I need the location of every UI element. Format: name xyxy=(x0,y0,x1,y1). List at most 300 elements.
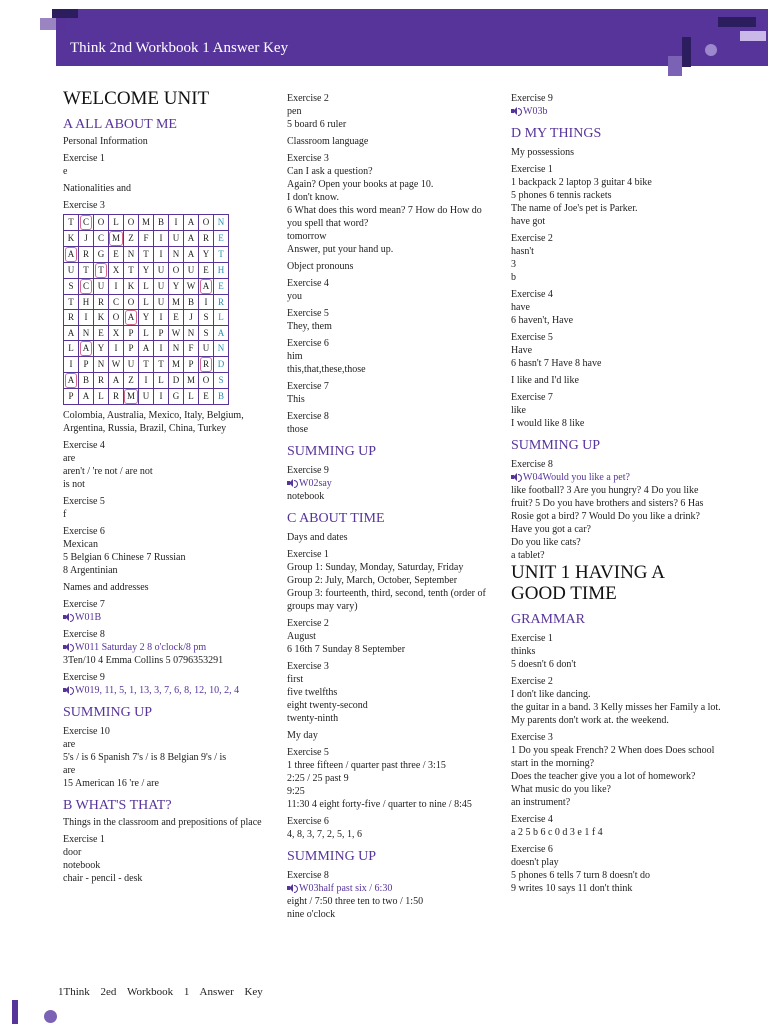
answer-text: Can I ask a question? xyxy=(287,166,373,177)
audio-track-text: W011 Saturday 2 8 o'clock/8 pm xyxy=(75,642,207,653)
word-search-cell xyxy=(199,231,214,247)
word-search-cell xyxy=(199,295,214,310)
audio-icon xyxy=(287,884,297,892)
word-search-cell xyxy=(79,310,94,326)
word-search-letter: W xyxy=(171,327,181,338)
section-title: A ALL ABOUT ME xyxy=(63,117,177,132)
answer-text: doesn't play xyxy=(511,857,559,868)
word-search-cell xyxy=(124,279,139,295)
word-search-row xyxy=(64,247,229,263)
answer-text: Things in the classroom and prepositions of place xyxy=(63,817,262,828)
word-search-letter: M xyxy=(124,389,138,404)
word-search-letter: I xyxy=(159,343,163,353)
word-search-cell xyxy=(64,357,79,373)
word-search-cell xyxy=(214,231,229,247)
word-search-row xyxy=(64,373,229,389)
word-search-letter: I xyxy=(84,312,88,322)
exercise-label: Exercise 7 xyxy=(287,381,329,392)
word-search-cell xyxy=(214,357,229,373)
word-search-letter: K xyxy=(97,312,105,322)
word-search-cell xyxy=(169,389,184,405)
word-search-cell xyxy=(64,231,79,247)
column-1 xyxy=(63,88,273,885)
answer-text: 5's / is 6 Spanish 7's / is 8 Belgian 9's / is xyxy=(63,752,227,763)
answer-text: tomorrow xyxy=(287,231,327,242)
answer-text: 9 writes 10 says 11 don't think xyxy=(511,883,633,894)
answer-text: aren't / 're not / are not xyxy=(63,466,153,477)
word-search-cell xyxy=(214,310,229,326)
word-search-letter: R xyxy=(218,296,225,307)
word-search-cell xyxy=(64,341,79,357)
word-search-letter: O xyxy=(97,217,105,227)
word-search-cell xyxy=(199,326,214,341)
word-search-letter: N xyxy=(97,359,105,369)
word-search-row xyxy=(64,295,229,310)
answer-text: are xyxy=(63,453,76,464)
section-title: SUMMING UP xyxy=(287,444,377,459)
section-title: C ABOUT TIME xyxy=(287,511,385,526)
word-search-row xyxy=(64,326,229,341)
word-search-cell xyxy=(184,341,199,357)
word-search-letter: T xyxy=(95,263,107,278)
word-search-letter: O xyxy=(202,217,210,227)
word-search-cell xyxy=(94,373,109,389)
audio-icon xyxy=(287,479,297,487)
word-search-letter: C xyxy=(113,296,120,307)
header-bar xyxy=(56,9,768,66)
audio-answer xyxy=(63,641,273,654)
word-search-letter: M xyxy=(187,375,196,385)
word-search-letter: W xyxy=(186,281,196,291)
word-search-cell xyxy=(94,357,109,373)
word-search-letter: R xyxy=(97,296,104,307)
answer-text: 6 16th 7 Sunday 8 September xyxy=(287,644,406,655)
word-search-letter: N xyxy=(172,249,180,259)
word-search-letter: S xyxy=(68,281,74,291)
answer-text: notebook xyxy=(63,860,101,871)
answer-text: 11:30 4 eight forty-five / quarter to nine / 8:45 xyxy=(287,799,472,810)
word-search-cell xyxy=(94,310,109,326)
word-search-row xyxy=(64,357,229,373)
word-search-letter: X xyxy=(112,265,120,275)
exercise-label: Exercise 2 xyxy=(287,618,329,629)
word-search-letter: A xyxy=(187,217,195,227)
exercise-label: Exercise 5 xyxy=(511,332,553,343)
word-search-letter: T xyxy=(143,359,149,369)
word-search-cell xyxy=(94,215,109,231)
word-search-letter: Y xyxy=(142,312,150,322)
word-search-letter: O xyxy=(202,375,210,385)
word-search-letter: A xyxy=(82,391,90,401)
word-search-cell xyxy=(94,341,109,357)
word-search-letter: X xyxy=(112,327,120,338)
word-search-cell xyxy=(124,263,139,279)
exercise-label: Classroom language xyxy=(287,136,369,147)
word-search-letter: Z xyxy=(128,375,134,385)
word-search-letter: Z xyxy=(128,233,134,243)
word-search-letter: E xyxy=(218,281,224,291)
exercise-label: Exercise 1 xyxy=(63,153,105,164)
word-search-cell xyxy=(214,215,229,231)
answer-text: They, them xyxy=(287,321,332,332)
word-search-cell xyxy=(109,389,124,405)
exercise-label: Exercise 6 xyxy=(287,816,329,827)
word-search-cell xyxy=(169,295,184,310)
answer-text: 2:25 / 25 past 9 xyxy=(287,773,349,784)
word-search-letter: I xyxy=(144,375,148,385)
exercise-label: Exercise 7 xyxy=(511,392,553,403)
word-search-cell xyxy=(79,231,94,247)
word-search-cell xyxy=(124,247,139,263)
word-search-cell xyxy=(154,373,169,389)
word-search-letter: A xyxy=(67,327,75,338)
answer-text: him xyxy=(287,351,303,362)
answer-text: the guitar in a band. 3 Kelly misses her Family a lot. My parents don't work at. the weekend. xyxy=(511,702,721,726)
answer-text: a 2 5 b 6 c 0 d 3 e 1 f 4 xyxy=(511,827,603,838)
word-search-letter: U xyxy=(157,296,165,307)
word-search-cell xyxy=(79,263,94,279)
word-search-letter: B xyxy=(82,375,89,385)
word-search-letter: S xyxy=(218,375,224,385)
word-search-cell xyxy=(79,326,94,341)
word-search-cell xyxy=(199,310,214,326)
unit-title: UNIT 1 HAVING A GOOD TIME xyxy=(511,562,664,604)
word-search-letter: A xyxy=(142,343,150,353)
word-search-row xyxy=(64,231,229,247)
word-search-letter: I xyxy=(114,281,118,291)
word-search-letter: H xyxy=(82,296,90,307)
word-search-cell xyxy=(154,310,169,326)
unit-title: WELCOME UNIT xyxy=(63,88,210,109)
word-search-cell xyxy=(214,295,229,310)
word-search-letter: G xyxy=(172,391,180,401)
audio-answer xyxy=(511,105,721,118)
word-search-letter: L xyxy=(188,391,194,401)
word-search-letter: U xyxy=(157,281,165,291)
deco-circle xyxy=(705,44,717,56)
word-search-cell xyxy=(154,357,169,373)
exercise-label: Exercise 6 xyxy=(63,526,105,537)
answer-text: This xyxy=(287,394,305,405)
word-search-letter: M xyxy=(109,231,123,246)
word-search-letter: L xyxy=(113,217,119,227)
deco-square xyxy=(12,1000,18,1024)
word-search-letter: Y xyxy=(172,281,180,291)
deco-square xyxy=(718,17,756,27)
answer-text: pen xyxy=(287,106,302,117)
word-search-letter: U xyxy=(187,265,195,275)
word-search-letter: J xyxy=(189,312,193,322)
word-search-cell xyxy=(94,279,109,295)
word-search-letter: N xyxy=(217,343,225,353)
word-search-cell xyxy=(64,215,79,231)
exercise-label: Exercise 3 xyxy=(287,661,329,672)
word-search-cell xyxy=(184,326,199,341)
answer-text: door xyxy=(63,847,82,858)
exercise-label: My possessions xyxy=(511,147,575,158)
footer-text: 1Think 2ed Workbook 1 Answer Key xyxy=(58,986,263,998)
word-search-cell xyxy=(64,295,79,310)
audio-answer xyxy=(511,471,721,484)
audio-icon xyxy=(63,686,73,694)
deco-square xyxy=(52,9,78,18)
word-search-cell xyxy=(169,373,184,389)
word-search-cell xyxy=(109,357,124,373)
word-search-cell xyxy=(139,373,154,389)
word-search-letter: S xyxy=(203,312,209,322)
word-search-cell xyxy=(169,341,184,357)
word-search-letter: R xyxy=(203,233,210,243)
answer-text: a tablet? xyxy=(511,550,545,561)
exercise-label: Exercise 3 xyxy=(511,732,553,743)
word-search-letter: M xyxy=(142,217,151,227)
word-search-letter: L xyxy=(143,296,149,307)
word-search-letter: T xyxy=(218,249,224,259)
word-search-letter: I xyxy=(159,391,163,401)
exercise-label: Exercise 9 xyxy=(511,93,553,104)
audio-answer xyxy=(63,611,273,624)
word-search-letter: L xyxy=(218,312,224,322)
answer-text: an instrument? xyxy=(511,797,571,808)
word-search-letter: L xyxy=(143,327,149,338)
word-search-letter: Y xyxy=(97,343,105,353)
word-search-cell xyxy=(214,279,229,295)
answer-text: Group 3: fourteenth, third, second, tenth (order of groups may vary) xyxy=(287,588,486,612)
word-search-cell xyxy=(94,231,109,247)
word-search-cell xyxy=(199,215,214,231)
word-search-letter: R xyxy=(200,357,212,372)
word-search-cell xyxy=(139,231,154,247)
word-search-letter: T xyxy=(143,249,149,259)
word-search-cell xyxy=(109,341,124,357)
word-search-cell xyxy=(94,263,109,279)
audio-track-text: W03b xyxy=(523,106,548,117)
word-search-cell xyxy=(154,326,169,341)
answer-text: Do you like cats? xyxy=(511,537,581,548)
page-title: Think 2nd Workbook 1 Answer Key xyxy=(70,40,289,56)
exercise-label: Exercise 8 xyxy=(287,411,329,422)
word-search-cell xyxy=(184,279,199,295)
word-search-cell xyxy=(154,263,169,279)
word-search-cell xyxy=(124,310,139,326)
word-search-letter: I xyxy=(114,343,118,353)
answer-text: those xyxy=(287,424,309,435)
word-search-cell xyxy=(184,295,199,310)
audio-icon xyxy=(63,643,73,651)
answer-text: Group 1: Sunday, Monday, Saturday, Friday xyxy=(287,562,464,573)
word-search-cell xyxy=(109,263,124,279)
word-search-letter: A xyxy=(65,247,78,262)
answer-text: Answer, put your hand up. xyxy=(287,244,394,255)
answer-text: five twelfths xyxy=(287,687,338,698)
word-search-letter: U xyxy=(97,281,105,291)
answer-text: 5 phones 6 tennis rackets xyxy=(511,190,612,201)
word-search-cell xyxy=(109,279,124,295)
word-search-letter: C xyxy=(97,233,104,243)
word-search-cell xyxy=(169,326,184,341)
word-search-cell xyxy=(199,373,214,389)
word-search-letter: A xyxy=(217,327,225,338)
word-search-cell xyxy=(124,389,139,405)
word-search-cell xyxy=(79,389,94,405)
word-search-letter: P xyxy=(83,359,89,369)
word-search-cell xyxy=(94,247,109,263)
word-search-cell xyxy=(169,263,184,279)
answer-text: I would like 8 like xyxy=(511,418,585,429)
word-search-cell xyxy=(94,295,109,310)
audio-answer xyxy=(287,882,497,895)
answer-text: like football? 3 Are you hungry? 4 Do you like fruit? 5 Do you have brothers and sisters? 6 Has Rosie got a bird? 7 Would Do you like a drink? Have you got a car? xyxy=(511,485,704,535)
word-search-letter: T xyxy=(83,265,89,275)
word-search-cell xyxy=(154,279,169,295)
word-search-cell xyxy=(199,263,214,279)
word-search-cell xyxy=(214,389,229,405)
deco-square xyxy=(668,56,682,76)
word-search-cell xyxy=(79,373,94,389)
word-search-cell xyxy=(154,295,169,310)
word-search-letter: O xyxy=(127,217,135,227)
word-search-letter: T xyxy=(68,217,74,227)
word-search-letter: P xyxy=(128,327,134,338)
section-title: B WHAT'S THAT? xyxy=(63,798,172,813)
audio-track-text: W03half past six / 6:30 xyxy=(299,883,393,894)
word-search-letter: M xyxy=(172,359,181,369)
word-search-cell xyxy=(79,341,94,357)
exercise-label: Exercise 6 xyxy=(511,844,553,855)
word-search-cell xyxy=(109,231,124,247)
word-search-letter: Y xyxy=(142,265,150,275)
answer-text: 1 backpack 2 laptop 3 guitar 4 bike xyxy=(511,177,652,188)
answer-text: What music do you like? xyxy=(511,784,611,795)
word-search-cell xyxy=(184,310,199,326)
audio-track-text: W04Would you like a pet? xyxy=(523,472,630,483)
exercise-label: Exercise 5 xyxy=(287,747,329,758)
exercise-label: Exercise 6 xyxy=(287,338,329,349)
word-search-letter: L xyxy=(98,391,104,401)
word-search-cell xyxy=(64,373,79,389)
word-search-cell xyxy=(109,310,124,326)
word-search-cell xyxy=(139,389,154,405)
word-search-cell xyxy=(139,295,154,310)
word-search-cell xyxy=(184,263,199,279)
word-search-cell xyxy=(184,215,199,231)
exercise-label: Exercise 1 xyxy=(287,549,329,560)
word-search-letter: B xyxy=(188,296,195,307)
word-search-cell xyxy=(79,279,94,295)
word-search-cell xyxy=(184,373,199,389)
audio-icon xyxy=(511,107,521,115)
exercise-label: Exercise 9 xyxy=(287,465,329,476)
answer-text: 1 three fifteen / quarter past three / 3:15 xyxy=(287,760,446,771)
word-search-letter: P xyxy=(68,391,74,401)
word-search-letter: U xyxy=(127,359,135,369)
word-search-cell xyxy=(109,373,124,389)
word-search-letter: R xyxy=(82,249,89,259)
answer-text: 3Ten/10 4 Emma Collins 5 0796353291 xyxy=(63,655,224,666)
word-search-letter: T xyxy=(128,265,134,275)
answer-text: are xyxy=(63,739,76,750)
word-search-row xyxy=(64,279,229,295)
word-search-cell xyxy=(154,215,169,231)
deco-square xyxy=(682,37,691,67)
exercise-label: Exercise 4 xyxy=(63,440,105,451)
answer-text: Again? Open your books at page 10. xyxy=(287,179,434,190)
word-search-letter: P xyxy=(188,359,194,369)
word-search-cell xyxy=(199,247,214,263)
exercise-label: Exercise 1 xyxy=(511,164,553,175)
answer-text: 4, 8, 3, 7, 2, 5, 1, 6 xyxy=(287,829,362,840)
word-search-letter: I xyxy=(159,312,163,322)
word-search-letter: L xyxy=(143,281,149,291)
answer-text: f xyxy=(63,509,67,520)
answer-text: The name of Joe's pet is Parker. xyxy=(511,203,638,214)
exercise-label: Exercise 5 xyxy=(63,496,105,507)
word-search-letter: W xyxy=(111,359,121,369)
word-search-letter: H xyxy=(217,265,225,275)
audio-answer xyxy=(287,477,497,490)
word-search-cell xyxy=(154,341,169,357)
word-search-letter: A xyxy=(187,249,195,259)
answer-text: eight / 7:50 three ten to two / 1:50 xyxy=(287,896,424,907)
word-search-letter: N xyxy=(187,327,195,338)
answer-text: 15 American 16 're / are xyxy=(63,778,159,789)
answer-text: 5 doesn't 6 don't xyxy=(511,659,576,670)
word-search-letter: G xyxy=(97,249,105,259)
word-search-cell xyxy=(169,231,184,247)
exercise-label: Exercise 9 xyxy=(63,672,105,683)
exercise-label: Exercise 3 xyxy=(63,200,105,211)
word-search-letter: B xyxy=(218,391,225,401)
answer-text: thinks xyxy=(511,646,536,657)
answer-text: like xyxy=(511,405,526,416)
exercise-label: Days and dates xyxy=(287,532,348,543)
column-2 xyxy=(287,88,497,921)
word-search-letter: L xyxy=(158,375,164,385)
word-search-letter: T xyxy=(68,296,74,307)
word-search-cell xyxy=(94,389,109,405)
section-title: GRAMMAR xyxy=(511,612,585,627)
section-title: D MY THINGS xyxy=(511,126,602,141)
word-search-letter: O xyxy=(112,312,120,322)
word-search-cell xyxy=(199,357,214,373)
word-search-letter: P xyxy=(128,343,134,353)
word-search-cell xyxy=(124,357,139,373)
exercise-label: Exercise 4 xyxy=(511,289,553,300)
word-search-cell xyxy=(64,263,79,279)
section-title: SUMMING UP xyxy=(287,849,377,864)
word-search-letter: E xyxy=(203,391,209,401)
section-title: SUMMING UP xyxy=(511,438,601,453)
answer-text: 3 xyxy=(511,259,516,270)
word-search-letter: A xyxy=(187,233,195,243)
section-title: SUMMING UP xyxy=(63,705,153,720)
answer-text: 1 Do you speak French? 2 When does Does school start in the morning? xyxy=(511,745,715,769)
word-search-cell xyxy=(94,326,109,341)
word-search-letter: O xyxy=(127,296,135,307)
word-search-letter: A xyxy=(125,310,138,325)
word-search-grid xyxy=(63,214,229,405)
answer-text: 5 board 6 ruler xyxy=(287,119,347,130)
word-search-cell xyxy=(109,326,124,341)
word-search-cell xyxy=(79,215,94,231)
word-search-letter: E xyxy=(203,265,209,275)
exercise-label: Exercise 10 xyxy=(63,726,110,737)
word-search-letter: R xyxy=(113,391,120,401)
word-search-cell xyxy=(124,215,139,231)
word-search-cell xyxy=(124,295,139,310)
word-search-cell xyxy=(64,279,79,295)
word-search-letter: P xyxy=(158,327,164,338)
